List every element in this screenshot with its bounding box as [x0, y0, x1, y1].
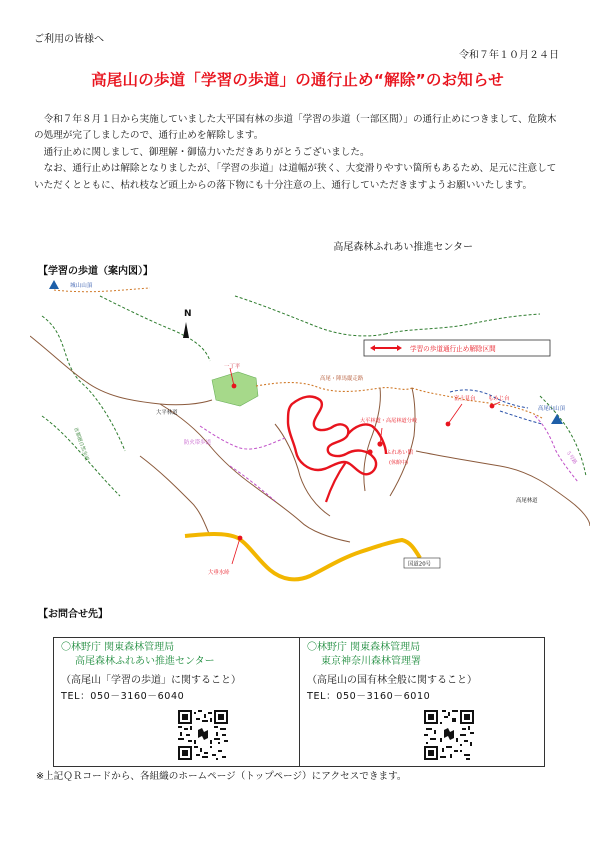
takao-jinba-ridge [256, 383, 412, 392]
closure-lifted-section [288, 397, 376, 475]
otarumi-label: 大垂水峠 [208, 570, 230, 576]
body-paragraph: 通行止めに関しまして、御理解・御協力いただきありがとうございました。 [43, 146, 370, 158]
brown-trail [364, 388, 381, 491]
kubikeyama-trail [42, 316, 125, 451]
brown-trail [160, 404, 350, 542]
takao-rindo-label: 高尾林道 [516, 498, 538, 504]
ohira-rindo-label: 大平林道 [156, 410, 178, 416]
green-trail [385, 314, 540, 334]
contacts-heading: 【お問合せ先】 [38, 609, 108, 620]
notice-date: 令和７年１０月２４日 [459, 50, 559, 61]
bouka-trail [200, 426, 285, 449]
orange-ridge-trail [412, 388, 542, 418]
shiroyama-peak-icon [49, 280, 59, 289]
notice-title: 高尾山の歩道「学習の歩道」の通行止め“解除”のお知らせ [91, 71, 504, 89]
takao-jinba-label: 高尾・陣馬縦走路 [320, 376, 364, 382]
contact-unit: 高尾森林ふれあい推進センター [75, 656, 215, 667]
icchodaira-meadow [212, 372, 258, 406]
route5-label: ５号路 [564, 449, 578, 466]
shiroyama-label: 城山山頂 [70, 283, 93, 289]
momijidai-label: もみじ台 [488, 396, 510, 402]
legend-label: 学習の歩道通行止め解除区間 [410, 345, 496, 353]
green-trail [235, 296, 385, 336]
contact-left [54, 638, 299, 766]
blue-trail [500, 411, 542, 424]
purple-trail [535, 416, 578, 482]
kubikeyama-label: 首都圏自然歩道 [72, 426, 90, 462]
fureai-label: ふれあい館 [386, 450, 413, 456]
trail-map [30, 276, 590, 596]
contact-unit: 東京神奈川森林管理署 [321, 656, 421, 667]
body-paragraph: なお、通行止めは解除となりましたが、「学習の歩道」は道幅が狭く、大変滑りやすい箇所もあるため、足元に注意していただくとともに、枯れ枝など頭上からの落下物にも十分注意の上、通行していただきますようお願いいたします。 [34, 163, 557, 191]
fureai-note: (休館中) [389, 460, 408, 466]
contact-desc: （高尾山「学習の歩道」に関すること） [61, 675, 241, 686]
fujimidai-leader [448, 404, 462, 424]
bouka-label: 防火帯歩道 [184, 440, 211, 446]
green-trail [42, 416, 120, 496]
map-heading: 【学習の歩道（案内図）】 [38, 266, 153, 277]
icchodaira-label: 一丁平 [224, 364, 241, 370]
purple-trail [230, 466, 275, 501]
brown-trail [416, 451, 590, 526]
contact-right [299, 638, 544, 766]
fujimidai-label: 富士見台 [454, 396, 476, 402]
fureai-marker [367, 449, 372, 454]
contact-desc: （高尾山の国有林全般に関すること） [307, 675, 477, 686]
qr-code-icon[interactable] [178, 710, 228, 760]
orange-ridge-trail [54, 288, 150, 292]
footnote: ※上記ＱＲコードから、各組織のホームページ（トップページ）にアクセスできます。 [36, 771, 407, 782]
otarumi-leader [232, 538, 240, 564]
contact-tel[interactable]: TEL：050－3160－6010 [307, 691, 431, 702]
contact-org: 〇林野庁 関東森林管理局 [307, 642, 421, 653]
body-paragraph: 令和７年８月１日から実施していました大平国有林の歩道「学習の歩道（一部区間）」の通行止めにつきまして、危険木の処理が完了しましたので、通行止めを解除します。 [34, 114, 557, 142]
junction-label: 大平林道・高尾林道分岐 [360, 418, 418, 424]
brown-trail [390, 388, 415, 496]
greeting: ご利用の皆様へ [34, 34, 104, 45]
contact-tel[interactable]: TEL：050－3160－6040 [61, 691, 185, 702]
contact-org: 〇林野庁 関東森林管理局 [61, 642, 175, 653]
green-trail [100, 296, 210, 361]
brown-trail [140, 456, 210, 536]
route20-label: 国道20号 [408, 561, 432, 568]
takao-summit-label: 高尾山山頂 [538, 406, 565, 412]
office-name: 高尾森林ふれあい推進センター [333, 242, 473, 253]
notice-body [34, 112, 562, 194]
north-label: N [184, 309, 192, 319]
qr-code-icon[interactable] [424, 710, 474, 760]
brown-trail [30, 336, 212, 405]
north-arrow-icon [183, 309, 192, 338]
contacts-table [53, 637, 545, 767]
